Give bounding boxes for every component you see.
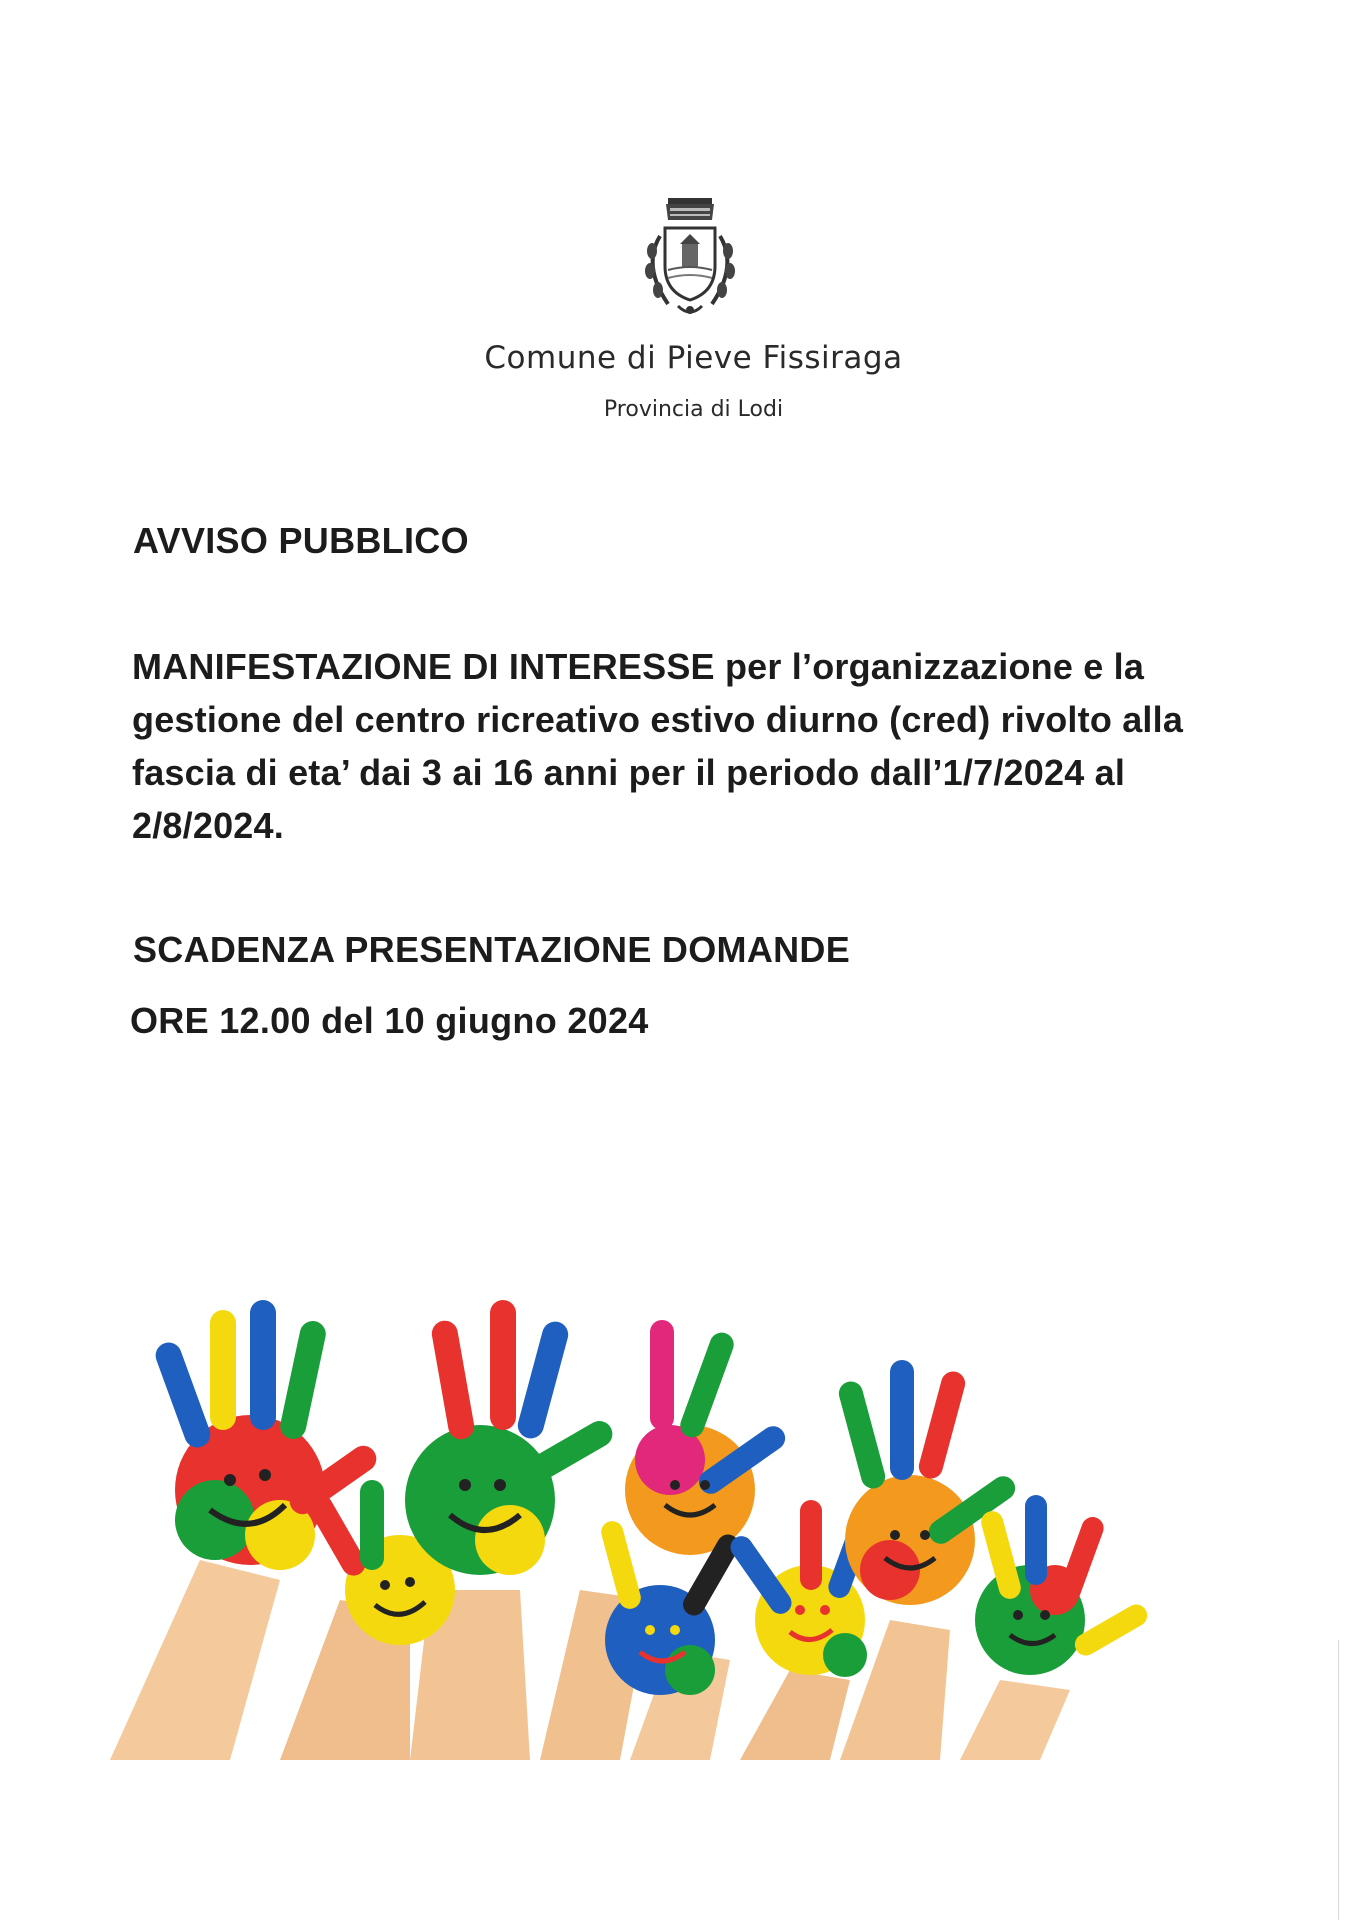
deadline-title: SCADENZA PRESENTAZIONE DOMANDE xyxy=(133,929,851,970)
notice-lead: MANIFESTAZIONE DI INTERESSE xyxy=(132,646,715,687)
notice-description: per l’organizzazione e la gestione del centro ricreativo estivo diurno (cred) rivolto alla fascia di eta’ dai 3 ai 16 anni per il periodo dall’1/7/2024 al 2/8/2024. xyxy=(132,646,1184,846)
notice-body xyxy=(132,640,1232,852)
municipal-crest-icon xyxy=(620,196,760,336)
notice-title: AVVISO PUBBLICO xyxy=(133,520,469,561)
deadline-value: ORE 12.00 del 10 giugno 2024 xyxy=(130,1000,649,1041)
province-name: Provincia di Lodi xyxy=(603,397,784,422)
scan-edge-line xyxy=(1338,1640,1339,1920)
painted-hands-illustration xyxy=(110,1260,1220,1760)
municipality-name: Comune di Pieve Fissiraga xyxy=(484,340,903,376)
